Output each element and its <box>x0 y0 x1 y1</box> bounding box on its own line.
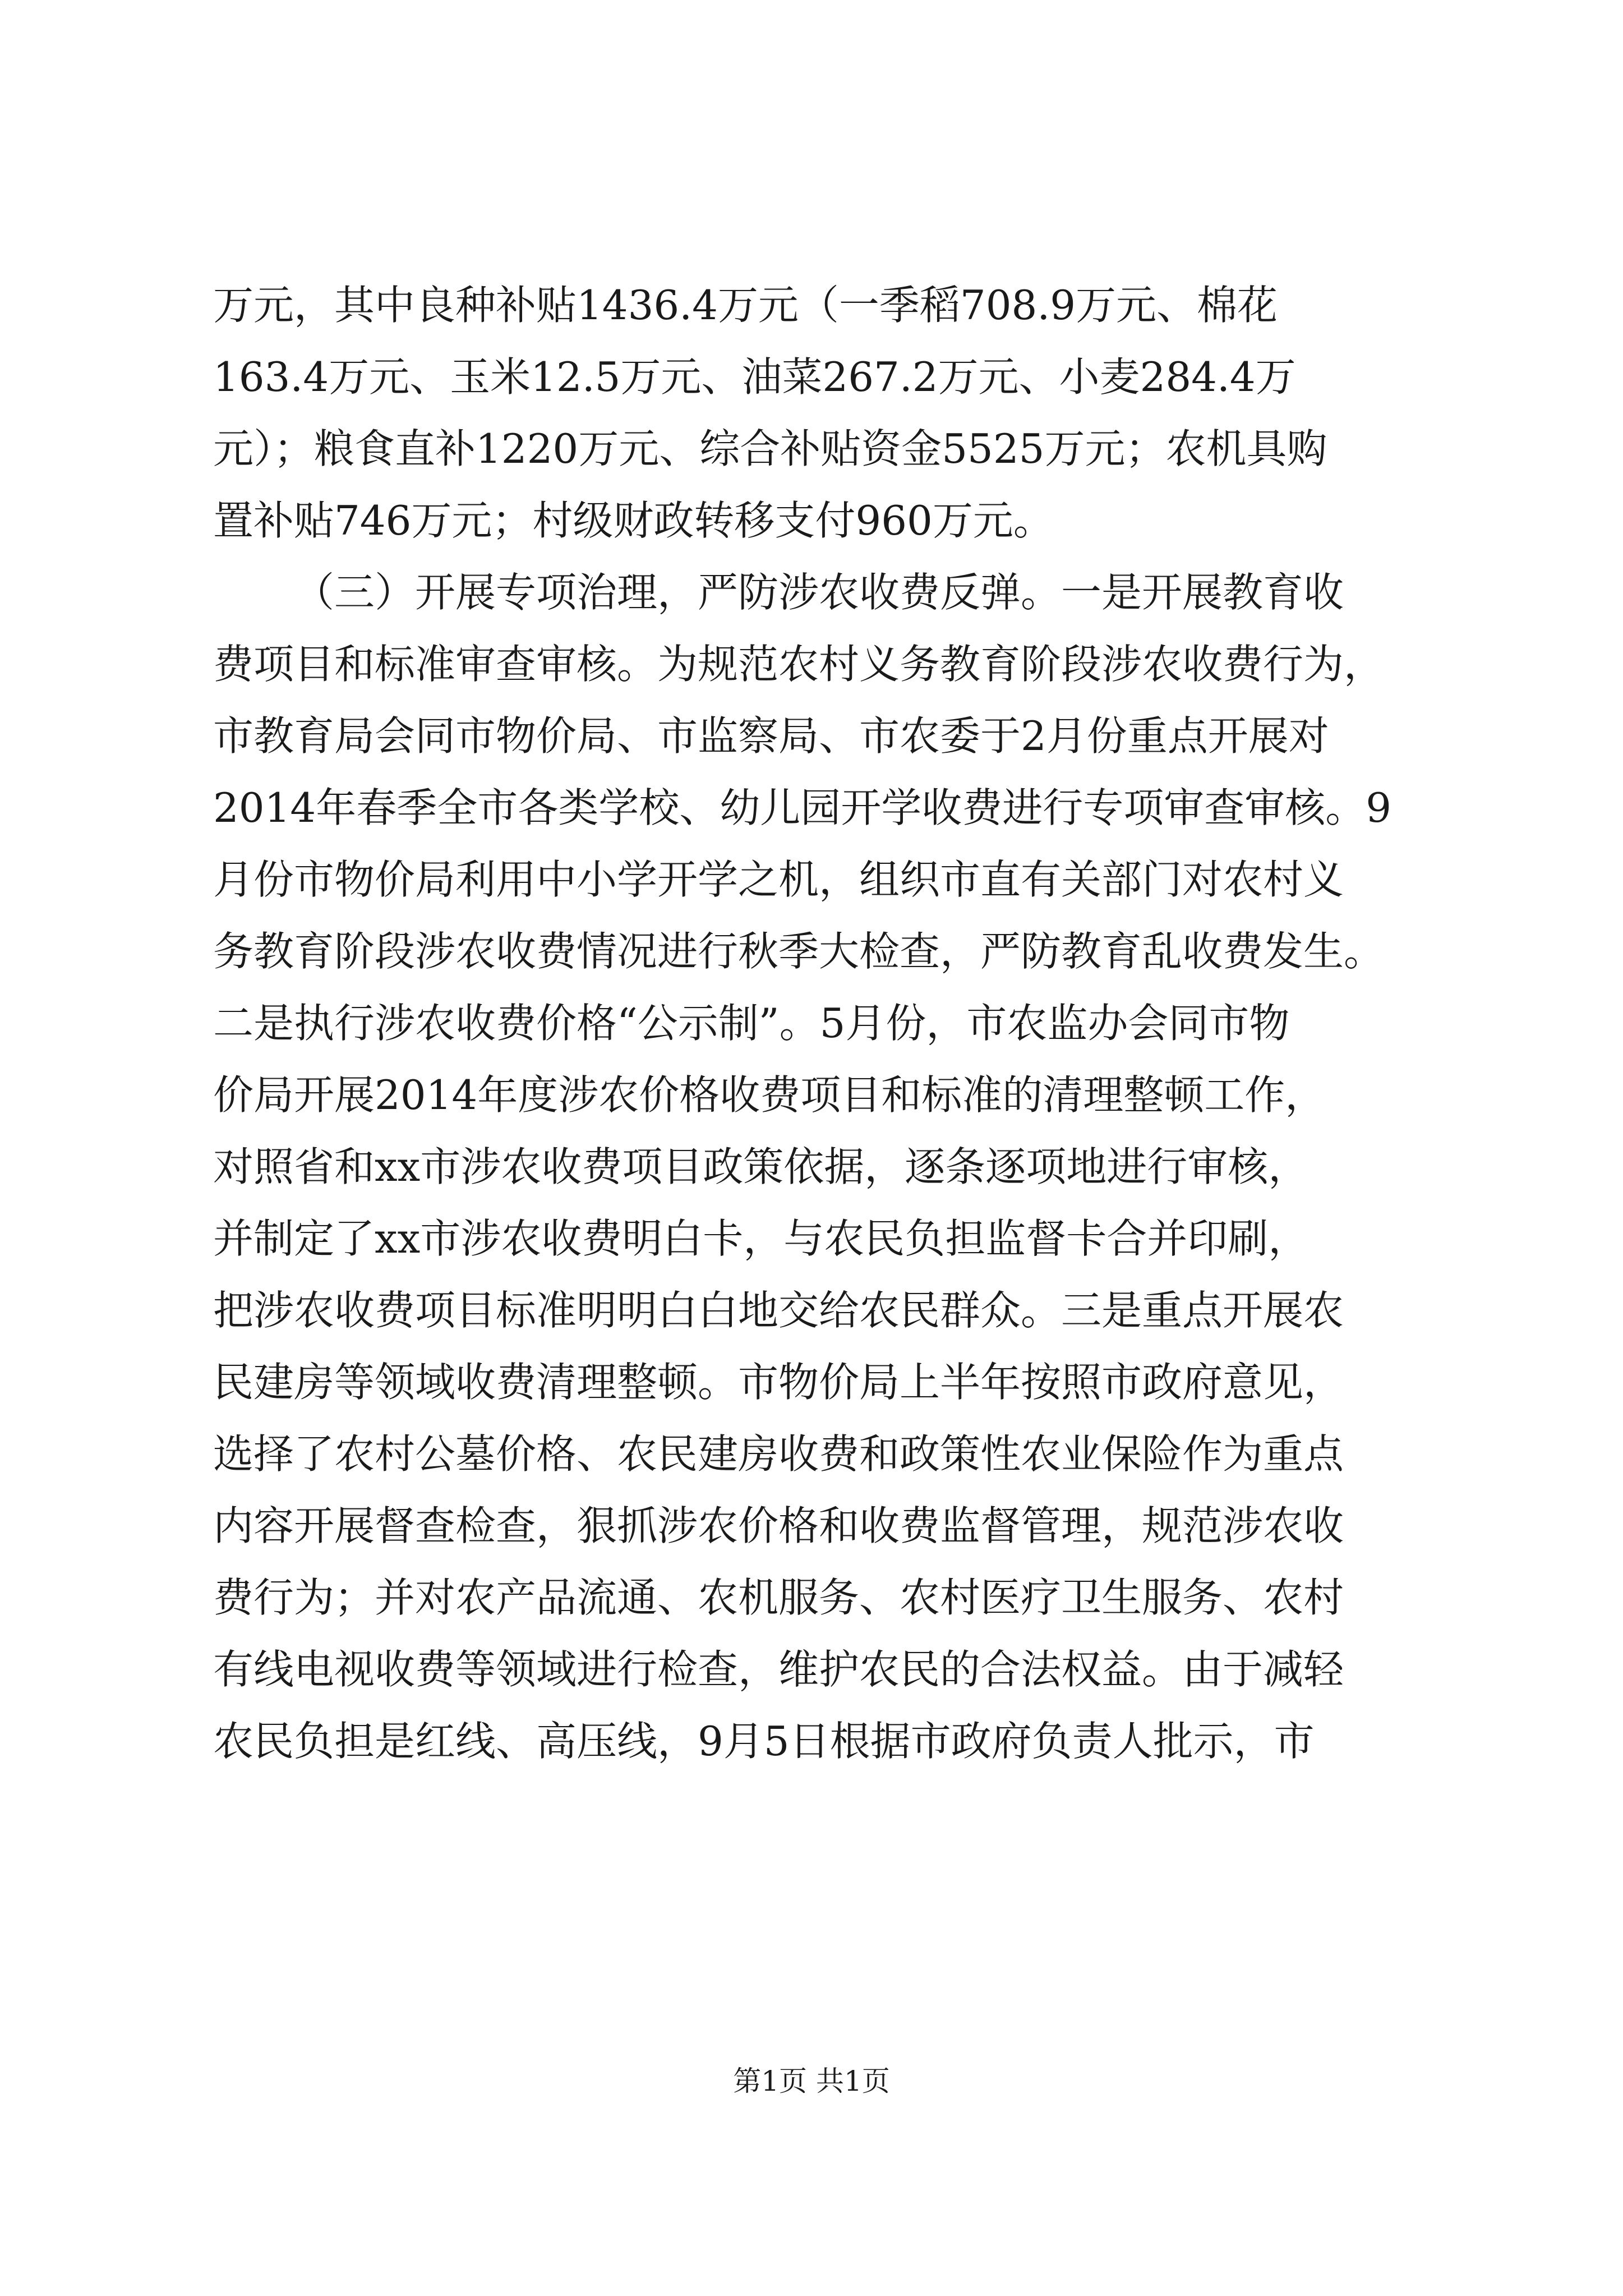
text-line: 2014年春季全市各类学校、幼儿园开学收费进行专项审查审核。9 <box>213 784 1392 831</box>
text-line: 置补贴746万元；村级财政转移支付960万元。 <box>213 497 1054 544</box>
text-line: 并制定了xx市涉农收费明白卡，与农民负担监督卡合并印刷， <box>213 1215 1309 1262</box>
text-line: 选择了农村公墓价格、农民建房收费和政策性农业保险作为重点 <box>213 1430 1344 1478</box>
text-line: 内容开展督查检查，狠抓涉农价格和收费监督管理，规范涉农收 <box>213 1502 1344 1549</box>
text-line: 价局开展2014年度涉农价格收费项目和标准的清理整顿工作， <box>213 1071 1326 1119</box>
text-line: 务教育阶段涉农收费情况进行秋季大检查，严防教育乱收费发生。 <box>213 928 1385 975</box>
text-line: 163.4万元、玉米12.5万元、油菜267.2万元、小麦284.4万 <box>213 353 1296 401</box>
text-line: 把涉农收费项目标准明明白白地交给农民群众。三是重点开展农 <box>213 1287 1344 1334</box>
text-line: 万元，其中良种补贴1436.4万元（一季稻708.9万元、棉花 <box>213 282 1278 329</box>
page-number: 第1页 共1页 <box>733 2065 890 2097</box>
paragraph-start-line: （三）开展专项治理，严防涉农收费反弹。一是开展教育收 <box>294 569 1344 616</box>
text-line: 元）；粮食直补1220万元、综合补贴资金5525万元；农机具购 <box>213 425 1327 472</box>
text-line: 费行为；并对农产品流通、农机服务、农村医疗卫生服务、农村 <box>213 1574 1344 1621</box>
text-line: 市教育局会同市物价局、市监察局、市农委于2月份重点开展对 <box>213 712 1329 760</box>
text-line: 有线电视收费等领域进行检查，维护农民的合法权益。由于减轻 <box>213 1646 1344 1693</box>
document-body <box>213 269 1424 1777</box>
text-line: 二是执行涉农收费价格“公示制”。5月份，市农监办会同市物 <box>213 1000 1290 1047</box>
text-line: 月份市物价局利用中小学开学之机，组织市直有关部门对农村义 <box>213 856 1344 903</box>
text-line: 对照省和xx市涉农收费项目政策依据，逐条逐项地进行审核， <box>213 1143 1309 1190</box>
page-footer <box>0 2064 1623 2098</box>
text-line: 农民负担是红线、高压线，9月5日根据市政府负责人批示，市 <box>213 1718 1315 1765</box>
text-line: 费项目和标准审查审核。为规范农村义务教育阶段涉农收费行为， <box>213 641 1385 688</box>
text-line: 民建房等领域收费清理整顿。市物价局上半年按照市政府意见， <box>213 1359 1344 1406</box>
